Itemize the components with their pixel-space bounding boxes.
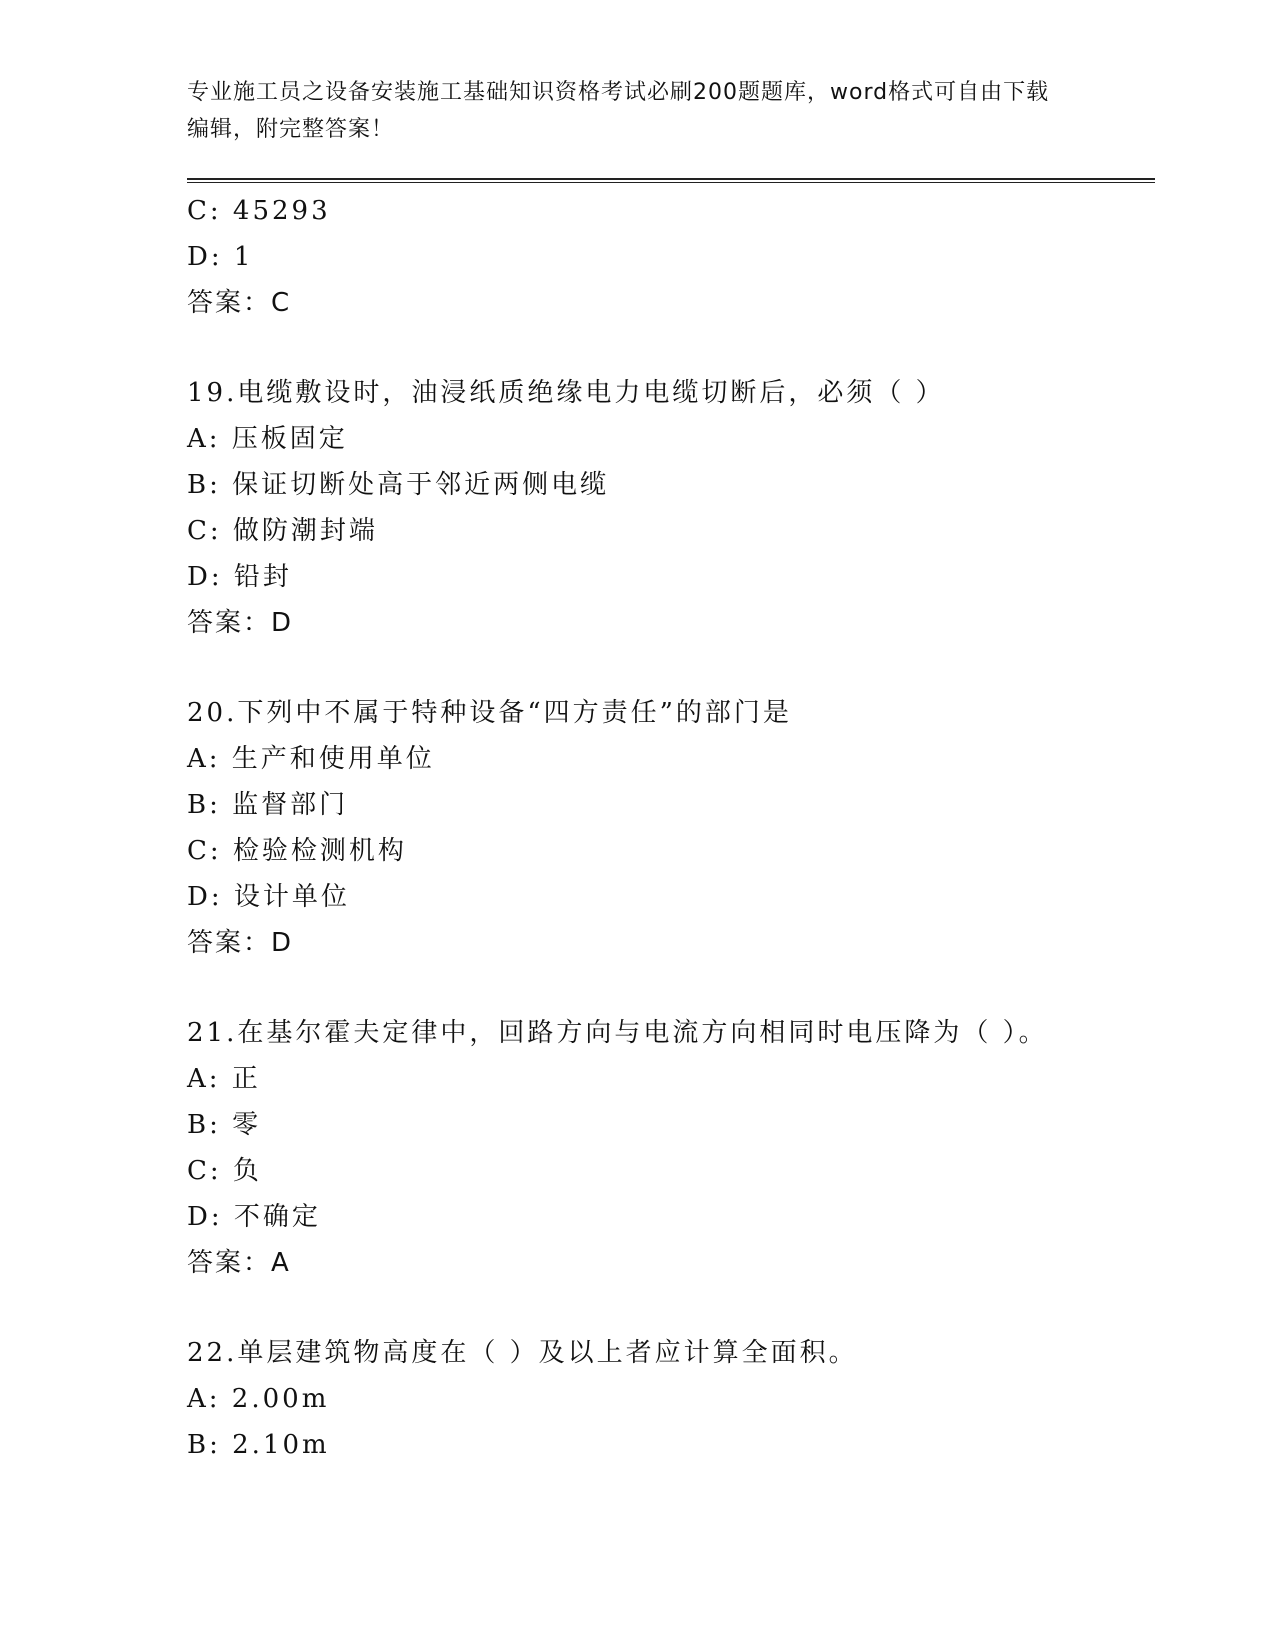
header-divider (187, 178, 1155, 183)
question-stem: 20.下列中不属于特种设备“四方责任”的部门是 (187, 698, 792, 728)
question-stem: 22.单层建筑物高度在（ ）及以上者应计算全面积。 (187, 1338, 858, 1368)
answer-line: 答案：D (187, 608, 294, 638)
option-a: A: 正 (187, 1064, 261, 1094)
option-b: B: 2.10m (187, 1430, 330, 1460)
option-a: A: 2.00m (187, 1384, 330, 1414)
option-d: D: 不确定 (187, 1202, 321, 1232)
option-c: C: 45293 (187, 196, 331, 226)
question-stem: 21.在基尔霍夫定律中，回路方向与电流方向相同时电压降为（ ）。 (187, 1018, 1048, 1048)
option-c: C: 检验检测机构 (187, 836, 407, 866)
page-header-title: 专业施工员之设备安装施工基础知识资格考试必刷200题题库，word格式可自由下载编辑，附完整答案！ (187, 80, 1050, 142)
answer-line: 答案：A (187, 1248, 291, 1278)
option-b: B: 监督部门 (187, 790, 349, 820)
option-a: A: 压板固定 (187, 424, 348, 454)
option-b: B: 零 (187, 1110, 262, 1140)
answer-line: 答案：C (187, 288, 292, 318)
option-c: C: 做防潮封端 (187, 516, 378, 546)
option-d: D: 设计单位 (187, 882, 350, 912)
option-d: D: 1 (187, 242, 254, 272)
option-d: D: 铅封 (187, 562, 292, 592)
question-stem: 19.电缆敷设时，油浸纸质绝缘电力电缆切断后，必须（ ） (187, 378, 945, 408)
option-b: B: 保证切断处高于邻近两侧电缆 (187, 470, 610, 500)
question-list (187, 188, 1147, 1468)
option-c: C: 负 (187, 1156, 262, 1186)
answer-line: 答案：D (187, 928, 294, 958)
option-a: A: 生产和使用单位 (187, 744, 435, 774)
